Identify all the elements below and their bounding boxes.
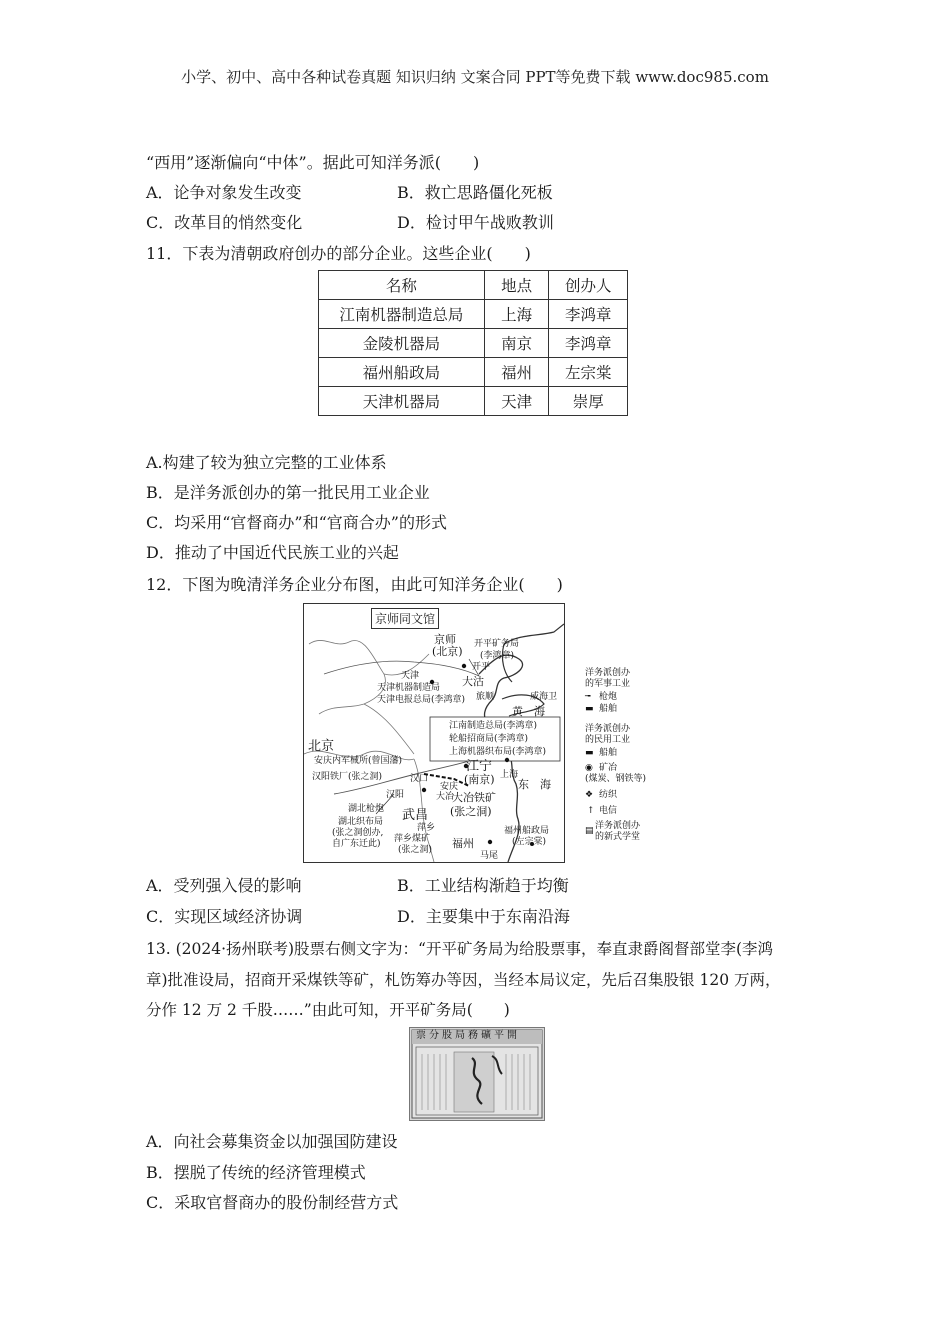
q13-stem-line1: 13. (2024·扬州联考)股票右侧文字为：“开平矿务局为给股票事，奉直隶爵阁督部堂李(李鸿 <box>146 940 774 958</box>
table-header-cell: 创办人 <box>549 271 628 300</box>
map-label: 安庆内军械所(曾国藩) <box>314 756 403 766</box>
map-label: (张之洞) <box>398 845 433 855</box>
map-label: 轮船招商局(李鸿章) <box>449 734 529 744</box>
table-cell: 金陵机器局 <box>319 329 485 358</box>
map-label: 开平 <box>472 662 491 672</box>
q11-option-c: C．均采用“官督商办”和“官商合办”的形式 <box>146 513 447 532</box>
q13-option-a: A．向社会募集资金以加强国防建设 <box>146 1132 398 1151</box>
table-cell: 李鸿章 <box>549 300 628 329</box>
map-label: 汉阳铁厂(张之洞) <box>312 772 383 782</box>
civil-ship-icon: ▬ <box>585 748 594 758</box>
q10-option-d: D．检讨甲午战败教训 <box>397 213 554 232</box>
map-title-box: 京师同文馆 <box>371 608 439 629</box>
legend-heading: 洋务派创办 <box>595 821 641 831</box>
table-cell: 天津机器局 <box>319 387 485 416</box>
table-row <box>319 300 628 329</box>
kaiping-stock-certificate-image <box>409 1027 545 1121</box>
legend-item-civil-ship: 船舶 <box>599 748 618 758</box>
ship-icon: ▬ <box>585 704 594 714</box>
legend-item-ship: 船舶 <box>599 704 618 714</box>
table-cell: 崇厚 <box>549 387 628 416</box>
map-label: (李鸿章) <box>480 651 515 661</box>
map-label: 天津电报总局(李鸿章) <box>377 695 466 705</box>
school-icon: ▤ <box>585 826 594 836</box>
q10-stem: “西用”逐渐偏向“中体”。据此可知洋务派( ) <box>146 153 480 172</box>
map-label: 江宁 <box>466 759 493 774</box>
cannon-icon: ╼ <box>585 692 591 702</box>
map-label: 湖北织布局 <box>338 817 384 827</box>
q11-option-b: B．是洋务派创办的第一批民用工业企业 <box>146 483 430 502</box>
page-header-banner: 小学、初中、高中各种试卷真题 知识归纳 文案合同 PPT等免费下载 www.doc985.com <box>181 68 769 86</box>
map-label: 上海机器织布局(李鸿章) <box>449 747 547 757</box>
map-label: 大冶 <box>436 792 455 802</box>
q11-stem: 11．下表为清朝政府创办的部分企业。这些企业( ) <box>146 244 531 263</box>
q12-option-a: A．受列强入侵的影响 <box>146 876 302 895</box>
map-label: 大冶铁矿 <box>452 791 496 804</box>
map-label: 萍乡煤矿 <box>394 834 431 844</box>
table-cell: 天津 <box>484 387 549 416</box>
q12-option-d: D．主要集中于东南沿海 <box>397 907 570 926</box>
stock-certificate-heading: 票分股局務礦平開 <box>416 1030 520 1041</box>
map-label: 黄 海 <box>512 705 545 718</box>
enterprise-table <box>318 270 628 416</box>
yangwu-enterprise-map <box>303 603 565 863</box>
map-label: 天津 <box>401 671 420 681</box>
q12-option-b: B．工业结构渐趋于均衡 <box>397 876 569 895</box>
q12-stem: 12．下图为晚清洋务企业分布图，由此可知洋务企业( ) <box>146 575 563 594</box>
map-label: 汉口 <box>410 774 429 784</box>
map-label: 汉阳 <box>386 790 405 800</box>
q10-option-a: A．论争对象发生改变 <box>146 183 302 202</box>
legend-heading: 的民用工业 <box>585 735 631 745</box>
stock-certificate-graphic <box>410 1028 544 1120</box>
telegraph-icon: ↑ <box>587 806 595 816</box>
table-row <box>319 387 628 416</box>
legend-item-textile: 纺织 <box>599 790 618 800</box>
legend-heading: 的军事工业 <box>585 679 631 689</box>
map-label: 武昌 <box>402 808 429 823</box>
table-cell: 江南机器制造总局 <box>319 300 485 329</box>
table-row <box>319 329 628 358</box>
table-header-cell: 地点 <box>484 271 549 300</box>
q10-option-c: C．改革目的悄然变化 <box>146 213 303 232</box>
table-cell: 福州船政局 <box>319 358 485 387</box>
legend-heading: 洋务派创办 <box>585 668 631 678</box>
q11-option-a: A.构建了较为独立完整的工业体系 <box>146 453 387 472</box>
q10-option-b: B．救亡思路僵化死板 <box>397 183 553 202</box>
table-cell: 李鸿章 <box>549 329 628 358</box>
map-label: (南京) <box>464 773 495 786</box>
map-label: 安庆 <box>440 782 459 792</box>
map-label: 京师 <box>434 633 456 646</box>
q13-stem-line3: 分作 12 万 2 千股……”由此可知，开平矿务局( ) <box>146 1001 510 1019</box>
map-label: 自广东迁此) <box>332 839 381 849</box>
legend-heading: 的新式学堂 <box>595 832 641 842</box>
map-label: 大沽 <box>462 675 484 688</box>
q12-option-c: C．实现区域经济协调 <box>146 907 303 926</box>
map-label: 湖北枪炮 <box>348 804 385 814</box>
q13-option-b: B．摆脱了传统的经济管理模式 <box>146 1163 366 1182</box>
map-label: 北京 <box>308 739 335 754</box>
map-label: 上海 <box>500 770 519 780</box>
map-label: (北京) <box>432 645 463 658</box>
map-label: 马尾 <box>480 851 499 861</box>
table-cell: 上海 <box>484 300 549 329</box>
map-label: 萍乡 <box>417 823 436 833</box>
map-label: 江南制造总局(李鸿章) <box>449 721 538 731</box>
map-label: 福州船政局 <box>504 826 550 836</box>
table-cell: 南京 <box>484 329 549 358</box>
map-label: 天津机器制造局 <box>377 683 441 693</box>
q13-stem-line2: 章)批准设局，招商开采煤铁等矿，札饬筹办等因，当经本局议定，先后召集股银 120 万两， <box>146 971 781 989</box>
map-label: (左宗棠) <box>512 837 547 847</box>
table-row <box>319 358 628 387</box>
legend-item-mine: 矿冶 <box>599 763 618 773</box>
map-label: (张之洞创办, <box>332 828 384 838</box>
map-label: 威海卫 <box>530 692 558 702</box>
textile-icon: ❖ <box>585 790 594 800</box>
map-label: 旅顺 <box>476 692 495 702</box>
q11-option-d: D．推动了中国近代民族工业的兴起 <box>146 543 399 562</box>
map-label: 福州 <box>452 837 474 850</box>
legend-item-cannon: 枪炮 <box>599 692 618 702</box>
mine-icon: ◉ <box>585 763 593 773</box>
legend-heading: 洋务派创办 <box>585 724 631 734</box>
table-header-row <box>319 271 628 300</box>
table-header-cell: 名称 <box>319 271 485 300</box>
map-label: 开平矿务局 <box>474 639 520 649</box>
map-label: 东 海 <box>518 778 551 791</box>
table-cell: 左宗棠 <box>549 358 628 387</box>
map-label: (张之洞) <box>450 805 492 818</box>
legend-item-telegraph: 电信 <box>599 806 618 816</box>
q13-option-c: C．采取官督商办的股份制经营方式 <box>146 1193 399 1212</box>
legend-item-mine-note: (煤炭、钢铁等) <box>585 774 647 784</box>
table-cell: 福州 <box>484 358 549 387</box>
